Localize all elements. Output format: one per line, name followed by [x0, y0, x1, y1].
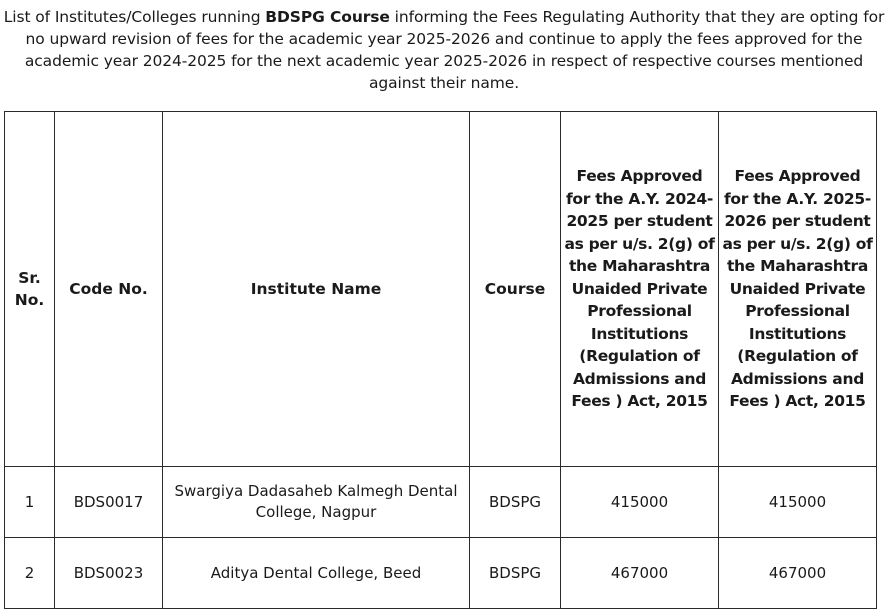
header-fees-2025-2026: Fees Approved for the A.Y. 2025-2026 per student as per u/s. 2(g) of the Maharashtra Unaided Private Professional Institutions (Regulation of Admissions and Fees ) Act, 2015 — [719, 112, 877, 467]
cell-code-no: BDS0017 — [55, 467, 163, 538]
intro-text-start: List of Institutes/Colleges running — [3, 8, 266, 26]
fees-table — [4, 111, 877, 609]
cell-sr-no: 2 — [5, 538, 55, 609]
cell-course: BDSPG — [470, 538, 561, 609]
header-institute-name: Institute Name — [163, 112, 470, 467]
header-course: Course — [470, 112, 561, 467]
cell-fees-2024-2025: 467000 — [561, 538, 719, 609]
cell-fees-2025-2026: 467000 — [719, 538, 877, 609]
intro-text-end: informing the Fees Regulating Authority that they are opting for no upward revision of fees for the academic year 2025-2026 and continue to apply the fees approved for the academic year 2024-2025 for the next academic year 2025-2026 in respect of respective courses mentioned against their name. — [24, 8, 885, 92]
intro-paragraph — [0, 6, 888, 94]
intro-course-name: BDSPG Course — [265, 8, 390, 26]
table-header-row — [5, 112, 877, 467]
table-row — [5, 538, 877, 609]
cell-fees-2024-2025: 415000 — [561, 467, 719, 538]
header-code-no: Code No. — [55, 112, 163, 467]
cell-course: BDSPG — [470, 467, 561, 538]
header-sr-no: Sr. No. — [5, 112, 55, 467]
cell-institute-name: Swargiya Dadasaheb Kalmegh Dental College, Nagpur — [163, 467, 470, 538]
cell-code-no: BDS0023 — [55, 538, 163, 609]
cell-fees-2025-2026: 415000 — [719, 467, 877, 538]
table-row — [5, 467, 877, 538]
cell-sr-no: 1 — [5, 467, 55, 538]
header-fees-2024-2025: Fees Approved for the A.Y. 2024-2025 per student as per u/s. 2(g) of the Maharashtra Unaided Private Professional Institutions (Regulation of Admissions and Fees ) Act, 2015 — [561, 112, 719, 467]
cell-institute-name: Aditya Dental College, Beed — [163, 538, 470, 609]
